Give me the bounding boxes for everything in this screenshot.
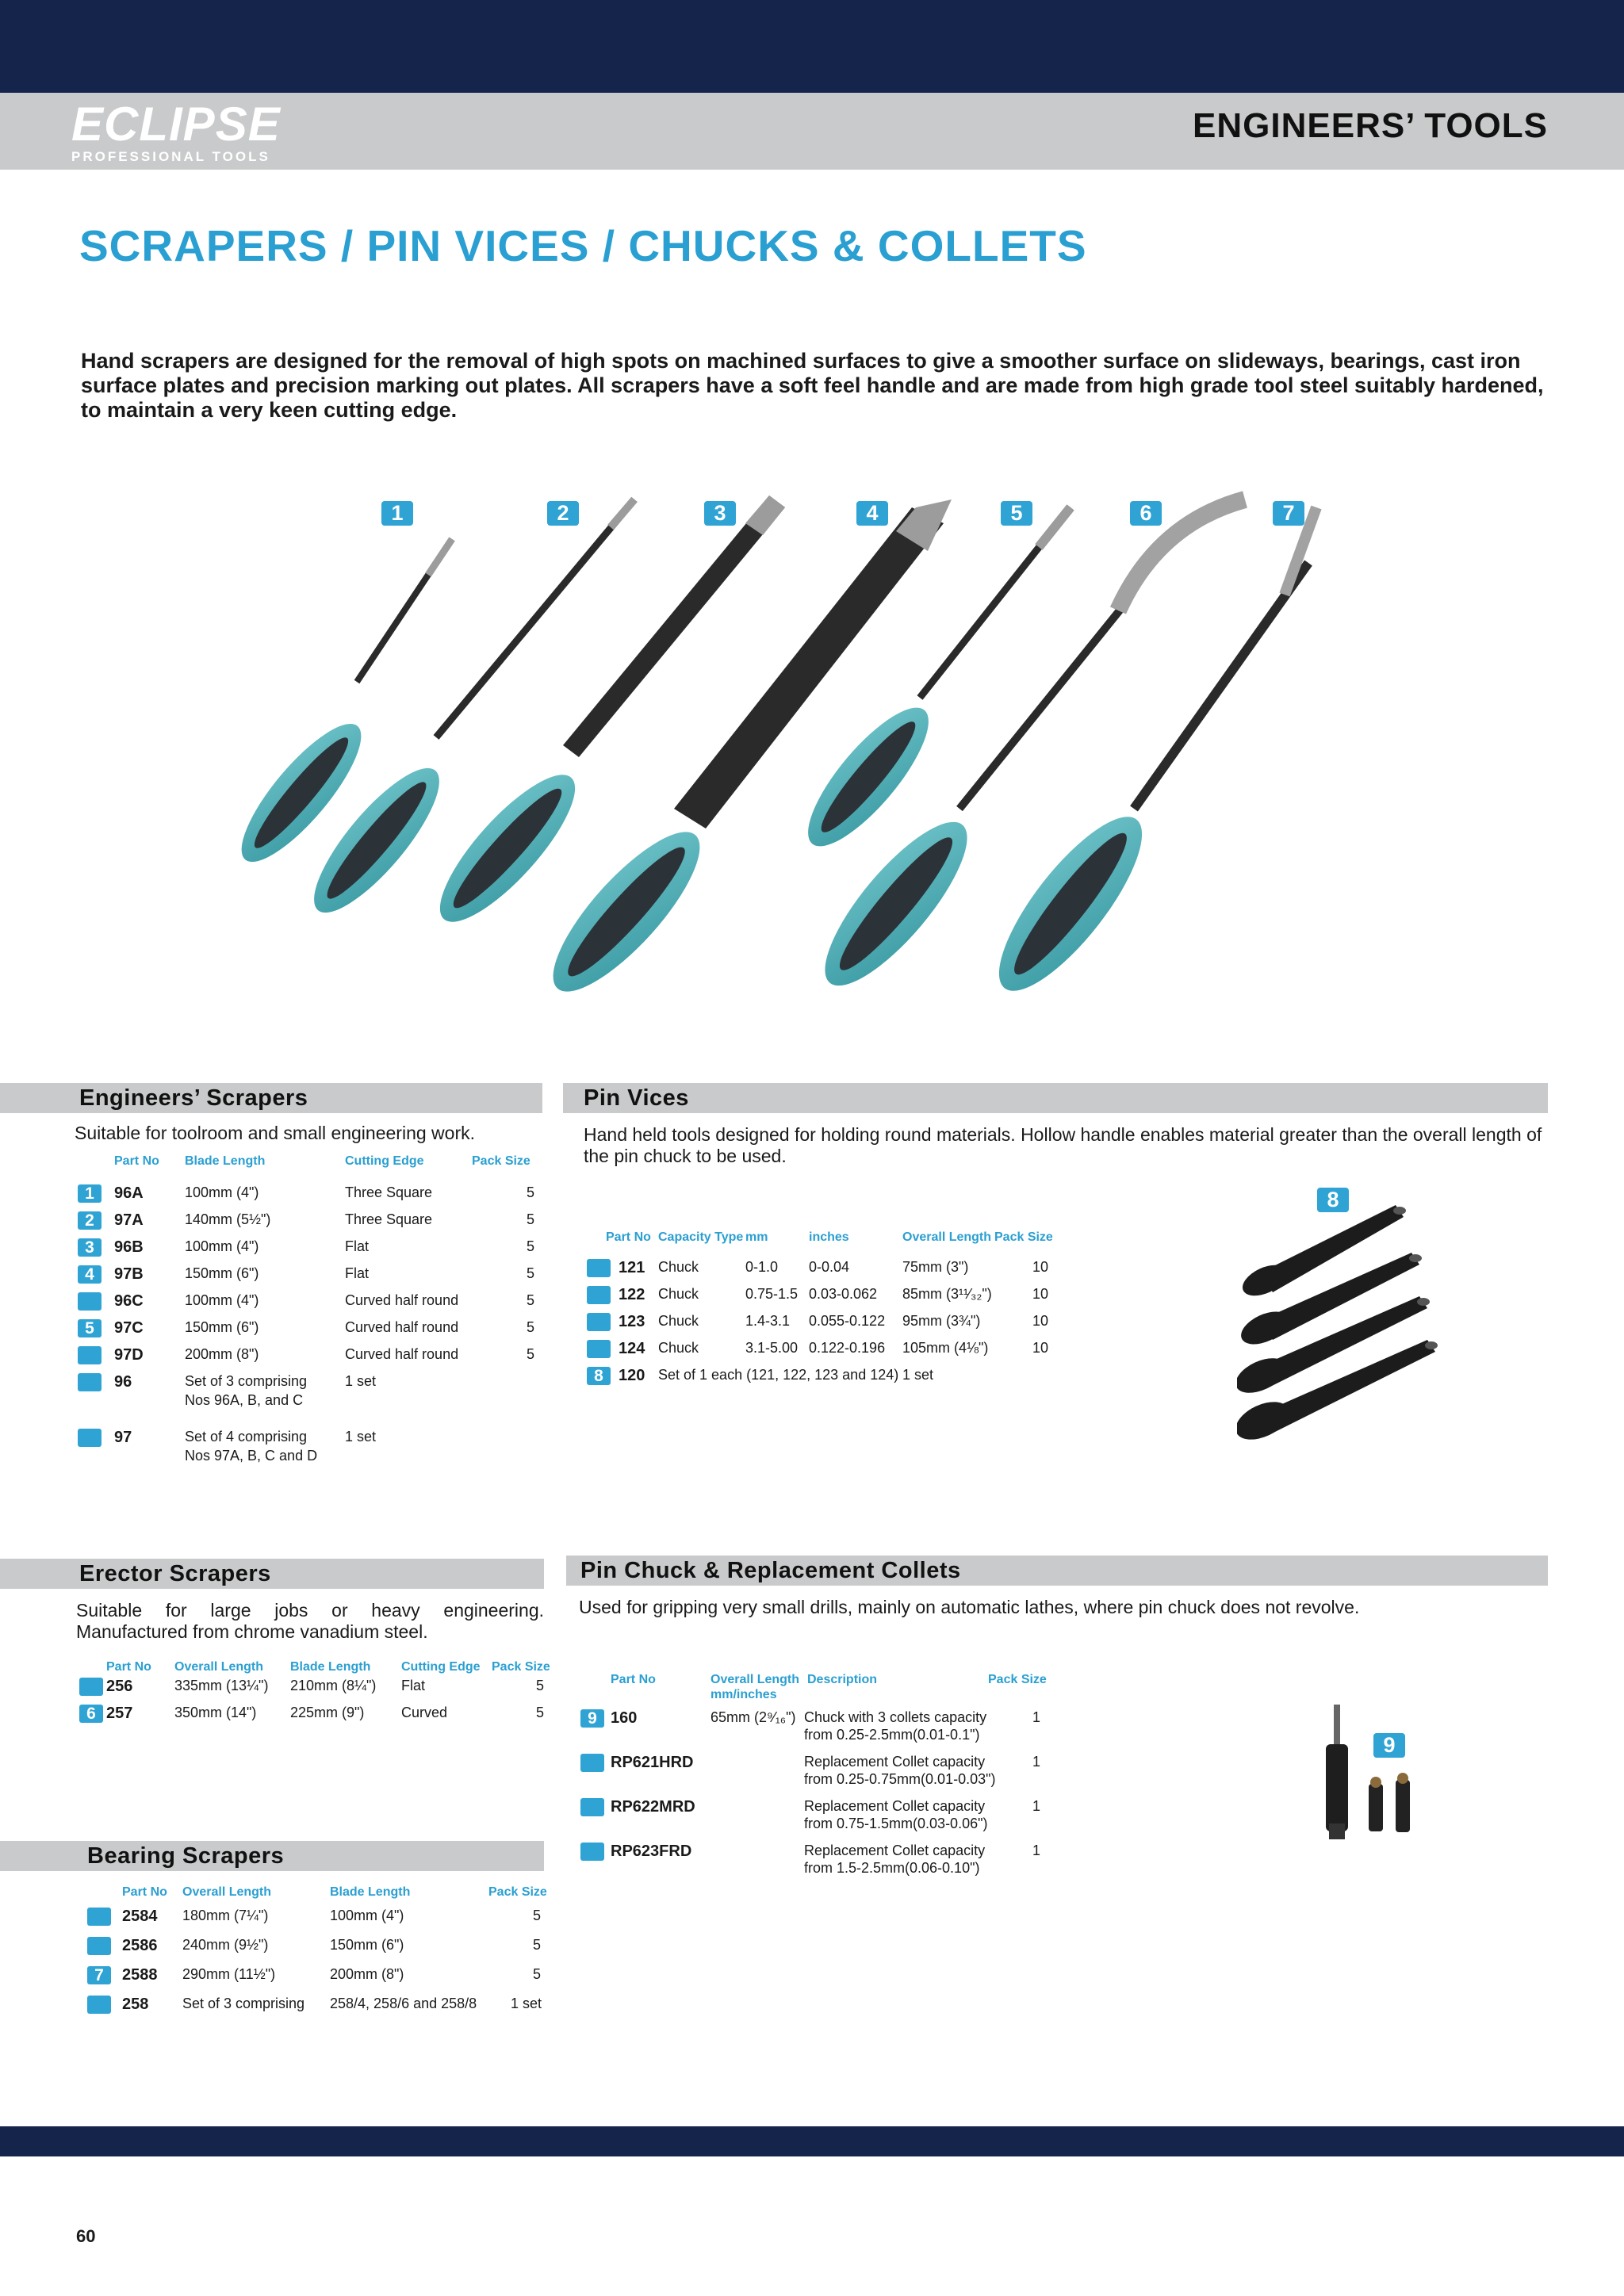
set-description-line2: Nos 96A, B, and C [185, 1392, 304, 1408]
engineers-scrapers-header [0, 1083, 542, 1113]
capacity-inches: 0.122-0.196 [809, 1340, 886, 1356]
part-number: 122 [619, 1286, 645, 1303]
pack-size: 1 [1032, 1843, 1041, 1858]
capacity-mm: 0.75-1.5 [745, 1286, 799, 1302]
erector-scrapers-title: Erector Scrapers [79, 1561, 271, 1586]
blade-length: 258/4, 258/6 and 258/8 [330, 1996, 477, 2011]
pack-size: 1 set [345, 1429, 377, 1445]
page-number: 60 [76, 2226, 96, 2246]
set-description-line2: Nos 97A, B, C and D [185, 1448, 318, 1464]
section-title: ENGINEERS’ TOOLS [1193, 106, 1548, 145]
erector-scrapers-table [78, 1660, 550, 1724]
eclipse-logo [71, 100, 333, 163]
part-number: 96C [114, 1292, 144, 1310]
blade-length: 100mm (4") [185, 1238, 259, 1254]
overall-length: 75mm (3") [902, 1259, 969, 1275]
blade-length: 150mm (6") [185, 1319, 259, 1335]
set-description-line1: Set of 4 comprising [185, 1429, 308, 1445]
pack-size: 5 [527, 1184, 535, 1200]
overall-length: 290mm (11½") [182, 1966, 276, 1982]
row-badge [587, 1286, 611, 1304]
row-badge [580, 1754, 604, 1772]
cutting-edge: Flat [345, 1265, 370, 1281]
pin-chuck-photo-badge: 9 [1373, 1733, 1405, 1758]
part-number: 97B [114, 1265, 144, 1283]
part-number: 123 [619, 1313, 645, 1330]
row-badge [87, 1937, 111, 1955]
col-part-no: Part No [606, 1230, 651, 1244]
pin-chuck-header [566, 1556, 1548, 1586]
part-number: 258 [122, 1996, 149, 2013]
pack-size: 5 [527, 1238, 535, 1254]
pack-size: 10 [1032, 1313, 1049, 1329]
pack-size: 5 [527, 1211, 535, 1227]
part-number: 97A [114, 1211, 144, 1229]
col-part-no: Part No [106, 1660, 151, 1674]
photo-badge-2: 2 [547, 501, 579, 526]
col-part-no: Part No [114, 1154, 159, 1168]
pack-size: 10 [1032, 1340, 1049, 1356]
col-part-no: Part No [122, 1885, 167, 1899]
photo-badge-1: 1 [381, 501, 413, 526]
overall-length: 180mm (7¼") [182, 1908, 269, 1923]
overall-length: 240mm (9½") [182, 1937, 269, 1953]
description-line1: Replacement Collet capacity [804, 1754, 986, 1770]
page-title: SCRAPERS / PIN VICES / CHUCKS & COLLETS [79, 221, 1087, 270]
part-number: 97C [114, 1319, 144, 1337]
part-number: 256 [106, 1678, 133, 1695]
scraper-5-image [791, 507, 1071, 862]
part-number: 121 [619, 1259, 645, 1276]
col-pack-size: Pack Size [488, 1885, 547, 1899]
pack-size: 5 [527, 1319, 535, 1335]
row-badge [587, 1259, 611, 1277]
pack-size: 5 [536, 1705, 545, 1720]
part-number: 257 [106, 1705, 133, 1722]
blade-length: 100mm (4") [185, 1292, 259, 1308]
bearing-scrapers-table [86, 1885, 546, 2020]
photo-badge-5: 5 [1001, 501, 1032, 526]
col-pack-size: Pack Size [472, 1154, 530, 1168]
intro-paragraph: Hand scrapers are designed for the removal of high spots on machined surfaces to give a smoother surface on slideways, bearings, cast iron surface plates and precision marking out plates. All scrapers have a soft feel handle and are made from high grade tool steel suitably hardened, to maintain a very keen cutting edge. [81, 349, 1544, 422]
description-line2: from 0.25-0.75mm(0.01-0.03") [804, 1771, 996, 1787]
row-badge [580, 1843, 604, 1861]
blade-length: 100mm (4") [330, 1908, 404, 1923]
part-number: RP621HRD [611, 1754, 694, 1771]
row-badge: 3 [78, 1238, 102, 1257]
engineers-scrapers-title: Engineers’ Scrapers [79, 1085, 308, 1111]
pack-size: 5 [533, 1937, 542, 1953]
pack-size: 10 [1032, 1259, 1049, 1275]
part-number: RP622MRD [611, 1798, 695, 1816]
pin-vices-photo [1237, 1181, 1475, 1443]
pin-chuck-photo [1316, 1697, 1427, 1855]
pack-size: 5 [533, 1908, 542, 1923]
capacity-inches: 0-0.04 [809, 1259, 850, 1275]
description-line2: from 0.25-2.5mm(0.01-0.1") [804, 1727, 980, 1743]
row-badge [580, 1798, 604, 1816]
pin-chuck-table [579, 1673, 1078, 1879]
cutting-edge: Curved half round [345, 1292, 459, 1308]
pack-size: 1 [1032, 1798, 1041, 1814]
cutting-edge: Flat [345, 1238, 370, 1254]
pack-size: 1 set [345, 1373, 377, 1389]
row-badge: 5 [78, 1319, 102, 1337]
overall-length: Set of 3 comprising [182, 1996, 305, 2011]
capacity-type: Chuck [658, 1286, 699, 1302]
description-line2: from 0.75-1.5mm(0.03-0.06") [804, 1816, 988, 1831]
scrapers-photo [198, 476, 1404, 1015]
capacity-mm: 3.1-5.00 [745, 1340, 799, 1356]
pack-size: 1 set [511, 1996, 542, 2011]
capacity-type: Chuck [658, 1340, 699, 1356]
part-number: 2586 [122, 1937, 158, 1954]
col-blade-length: Blade Length [185, 1154, 266, 1168]
col-inches: inches [809, 1230, 849, 1244]
pack-size: 1 [1032, 1709, 1041, 1725]
col-mm-inches: mm/inches [710, 1688, 777, 1701]
bearing-scrapers-header [0, 1841, 544, 1871]
description-line1: Chuck with 3 collets capacity [804, 1709, 987, 1725]
pack-size: 5 [527, 1292, 535, 1308]
row-badge: 6 [79, 1705, 103, 1723]
col-blade-length: Blade Length [330, 1885, 411, 1899]
pack-size: 5 [536, 1678, 545, 1693]
pin-vices-header [563, 1083, 1548, 1113]
scraper-3-image [421, 496, 785, 939]
erector-scrapers-header [0, 1559, 544, 1589]
photo-badge-6: 6 [1130, 501, 1162, 526]
overall-length: 85mm (3¹¹⁄₃₂") [902, 1286, 992, 1302]
part-number: 160 [611, 1709, 638, 1727]
row-badge: 9 [580, 1709, 604, 1728]
engineers-scrapers-desc: Suitable for toolroom and small engineering work. [75, 1123, 475, 1143]
pin-chuck-title: Pin Chuck & Replacement Collets [580, 1558, 961, 1583]
part-number: RP623FRD [611, 1843, 692, 1860]
scraper-7-image [977, 507, 1316, 1009]
col-description: Description [807, 1673, 878, 1686]
description-line1: Replacement Collet capacity [804, 1843, 986, 1858]
logo-wordmark: ECLIPSE [71, 98, 281, 151]
part-number: 124 [619, 1340, 645, 1357]
pin-vices-table [584, 1230, 1059, 1389]
row-badge: 4 [78, 1265, 102, 1284]
pack-size: 1 [1032, 1754, 1041, 1770]
blade-length: 150mm (6") [185, 1265, 259, 1281]
row-badge [78, 1346, 102, 1364]
photo-badge-4: 4 [856, 501, 888, 526]
capacity-type: Chuck [658, 1259, 699, 1275]
pack-size: 1 set [902, 1367, 934, 1383]
part-number: 2588 [122, 1966, 158, 1984]
col-pack-size: Pack Size [994, 1230, 1053, 1244]
cutting-edge: Curved [401, 1705, 448, 1720]
col-cutting-edge: Cutting Edge [345, 1154, 424, 1168]
row-badge [587, 1340, 611, 1358]
cutting-edge: Three Square [345, 1211, 433, 1227]
pack-size: 10 [1032, 1286, 1049, 1302]
part-number: 96A [114, 1184, 144, 1202]
capacity-mm: 0-1.0 [745, 1259, 779, 1275]
col-blade-length: Blade Length [290, 1660, 371, 1674]
overall-length: 350mm (14") [174, 1705, 257, 1720]
description-line2: from 1.5-2.5mm(0.06-0.10") [804, 1860, 980, 1876]
pack-size: 5 [527, 1346, 535, 1362]
capacity-inches: 0.055-0.122 [809, 1313, 886, 1329]
part-number: 96 [114, 1373, 132, 1391]
blade-length: 200mm (8") [330, 1966, 404, 1982]
pin-vices-title: Pin Vices [584, 1085, 689, 1111]
pack-size: 5 [527, 1265, 535, 1281]
row-badge [87, 1908, 111, 1926]
overall-length: 105mm (4⅛") [902, 1340, 989, 1356]
footer-band [0, 2126, 1624, 2156]
col-overall-length: Overall Length [174, 1660, 264, 1674]
capacity-type: Chuck [658, 1313, 699, 1329]
col-cutting-edge: Cutting Edge [401, 1660, 481, 1674]
part-number: 96B [114, 1238, 144, 1256]
blade-length: 210mm (8¼") [290, 1678, 377, 1693]
row-badge [78, 1292, 102, 1311]
blade-length: 100mm (4") [185, 1184, 259, 1200]
pin-vices-photo-badge: 8 [1317, 1188, 1349, 1212]
set-description: Set of 1 each (121, 122, 123 and 124) [658, 1367, 899, 1383]
col-capacity-type: Capacity Type [658, 1230, 744, 1244]
cutting-edge: Three Square [345, 1184, 433, 1200]
pin-vices-desc: Hand held tools designed for holding round materials. Hollow handle enables material greater than the overall length of the pin chuck to be used. [584, 1124, 1542, 1166]
blade-length: 150mm (6") [330, 1937, 404, 1953]
col-part-no: Part No [611, 1673, 656, 1686]
top-banner [0, 0, 1624, 93]
part-number: 120 [619, 1367, 645, 1384]
row-badge [79, 1678, 103, 1696]
overall-length: 95mm (3¾") [902, 1313, 981, 1329]
part-number: 2584 [122, 1908, 158, 1925]
row-badge [78, 1429, 102, 1447]
row-badge: 8 [587, 1367, 611, 1385]
col-pack-size: Pack Size [988, 1673, 1047, 1686]
pin-chuck-desc: Used for gripping very small drills, mainly on automatic lathes, where pin chuck does not revolve. [579, 1597, 1360, 1617]
part-number: 97 [114, 1429, 132, 1446]
blade-length: 200mm (8") [185, 1346, 259, 1362]
photo-badge-3: 3 [704, 501, 736, 526]
row-badge: 7 [87, 1966, 111, 1984]
cutting-edge: Curved half round [345, 1319, 459, 1335]
row-badge: 1 [78, 1184, 102, 1203]
row-badge [87, 1996, 111, 2014]
capacity-mm: 1.4-3.1 [745, 1313, 791, 1329]
description-line1: Replacement Collet capacity [804, 1798, 986, 1814]
set-description-line1: Set of 3 comprising [185, 1373, 308, 1389]
engineers-scrapers-table [75, 1154, 542, 1471]
blade-length: 225mm (9") [290, 1705, 365, 1720]
row-badge [78, 1373, 102, 1391]
blade-length: 140mm (5½") [185, 1211, 271, 1227]
col-overall-length: Overall Length [902, 1230, 992, 1244]
logo-tagline: PROFESSIONAL TOOLS [71, 149, 270, 164]
bearing-scrapers-title: Bearing Scrapers [87, 1843, 285, 1869]
cutting-edge: Curved half round [345, 1346, 459, 1362]
photo-badge-7: 7 [1273, 501, 1304, 526]
capacity-inches: 0.03-0.062 [809, 1286, 878, 1302]
col-mm: mm [745, 1230, 768, 1244]
erector-scrapers-desc: Suitable for large jobs or heavy engineering. Manufactured from chrome vanadium steel. [76, 1600, 544, 1642]
part-number: 97D [114, 1346, 144, 1364]
col-overall-length: Overall Length [710, 1673, 800, 1686]
row-badge [587, 1313, 611, 1331]
pack-size: 5 [533, 1966, 542, 1982]
cutting-edge: Flat [401, 1678, 426, 1693]
row-badge: 2 [78, 1211, 102, 1230]
overall-length: 65mm (2⁹⁄₁₆") [710, 1709, 796, 1725]
overall-length: 335mm (13¼") [174, 1678, 269, 1693]
col-overall-length: Overall Length [182, 1885, 272, 1899]
col-pack-size: Pack Size [492, 1660, 550, 1674]
